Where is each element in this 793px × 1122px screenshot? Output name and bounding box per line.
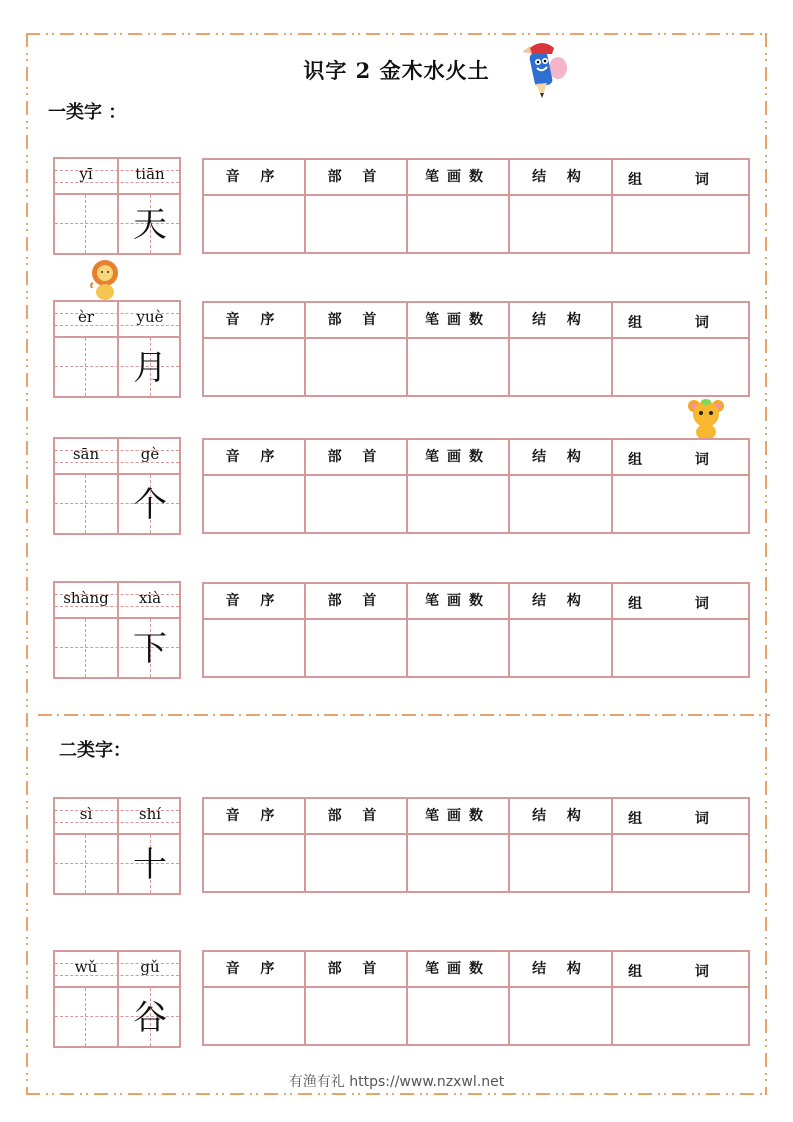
pinyin-right: yuè (136, 308, 164, 326)
header-jiegou: 结 构 (532, 169, 589, 185)
pinyin-right: gǔ (140, 958, 160, 976)
character-info-table (202, 158, 750, 254)
pinyin-right: gè (140, 445, 160, 463)
character: 个 (133, 485, 167, 525)
header-bihuashu: 笔画数 (425, 961, 491, 977)
header-bihuashu: 笔画数 (425, 593, 491, 609)
pinyin-right: tiān (135, 165, 165, 183)
character-info-table (202, 438, 750, 534)
header-zuci: 组 词 (628, 811, 733, 827)
character-info-table (202, 797, 750, 893)
tian-zi-grid (53, 437, 181, 535)
footer-watermark: 有渔有礼 https://www.nzxwl.net (288, 1074, 505, 1090)
character: 天 (133, 205, 167, 245)
pinyin-right: shí (138, 805, 162, 823)
header-zuci: 组 词 (628, 315, 733, 331)
section-label-first-class: 一类字 ： (48, 102, 127, 123)
header-yinxu: 音 序 (225, 593, 283, 609)
character: 月 (133, 348, 167, 388)
pinyin-left: shàng (63, 589, 109, 607)
header-bihuashu: 笔画数 (425, 808, 491, 824)
section-divider (38, 714, 770, 716)
tian-zi-grid (53, 950, 181, 1048)
frame-top-border (26, 33, 767, 35)
bear-icon (684, 396, 728, 440)
header-bushou: 部 首 (327, 169, 385, 185)
lion-icon (88, 258, 122, 300)
header-jiegou: 结 构 (532, 449, 589, 465)
header-yinxu: 音 序 (225, 312, 283, 328)
pinyin-right: xià (138, 589, 162, 607)
character: 十 (133, 845, 167, 885)
header-yinxu: 音 序 (225, 808, 283, 824)
page-title: 识字 2 金木水火土 (303, 58, 490, 83)
header-yinxu: 音 序 (225, 449, 283, 465)
header-bihuashu: 笔画数 (425, 169, 491, 185)
pinyin-left: wǔ (74, 958, 98, 976)
header-zuci: 组 词 (628, 172, 733, 188)
tian-zi-grid (53, 581, 181, 679)
character-info-table (202, 301, 750, 397)
character-info-table (202, 582, 750, 678)
pinyin-left: yī (79, 165, 93, 183)
character: 谷 (133, 998, 167, 1038)
frame-right-border (765, 33, 767, 1095)
header-jiegou: 结 构 (532, 808, 589, 824)
header-bihuashu: 笔画数 (425, 312, 491, 328)
header-bushou: 部 首 (327, 961, 385, 977)
header-bushou: 部 首 (327, 808, 385, 824)
header-jiegou: 结 构 (532, 312, 589, 328)
header-yinxu: 音 序 (225, 169, 283, 185)
character-info-table (202, 950, 750, 1046)
header-bihuashu: 笔画数 (425, 449, 491, 465)
header-bushou: 部 首 (327, 312, 385, 328)
frame-left-border (26, 33, 28, 1095)
frame-bottom-border (26, 1093, 767, 1095)
pinyin-left: èr (77, 308, 95, 326)
pinyin-left: sì (79, 805, 93, 823)
header-zuci: 组 词 (628, 964, 733, 980)
header-jiegou: 结 构 (532, 961, 589, 977)
tian-zi-grid (53, 157, 181, 255)
tian-zi-grid (53, 797, 181, 895)
header-jiegou: 结 构 (532, 593, 589, 609)
pencil-mascot-icon (514, 40, 570, 102)
section-label-second-class: 二类字： (59, 740, 131, 761)
tian-zi-grid (53, 300, 181, 398)
header-zuci: 组 词 (628, 596, 733, 612)
header-yinxu: 音 序 (225, 961, 283, 977)
character: 下 (133, 629, 167, 669)
pinyin-left: sān (72, 445, 100, 463)
header-bushou: 部 首 (327, 593, 385, 609)
header-zuci: 组 词 (628, 452, 733, 468)
header-bushou: 部 首 (327, 449, 385, 465)
